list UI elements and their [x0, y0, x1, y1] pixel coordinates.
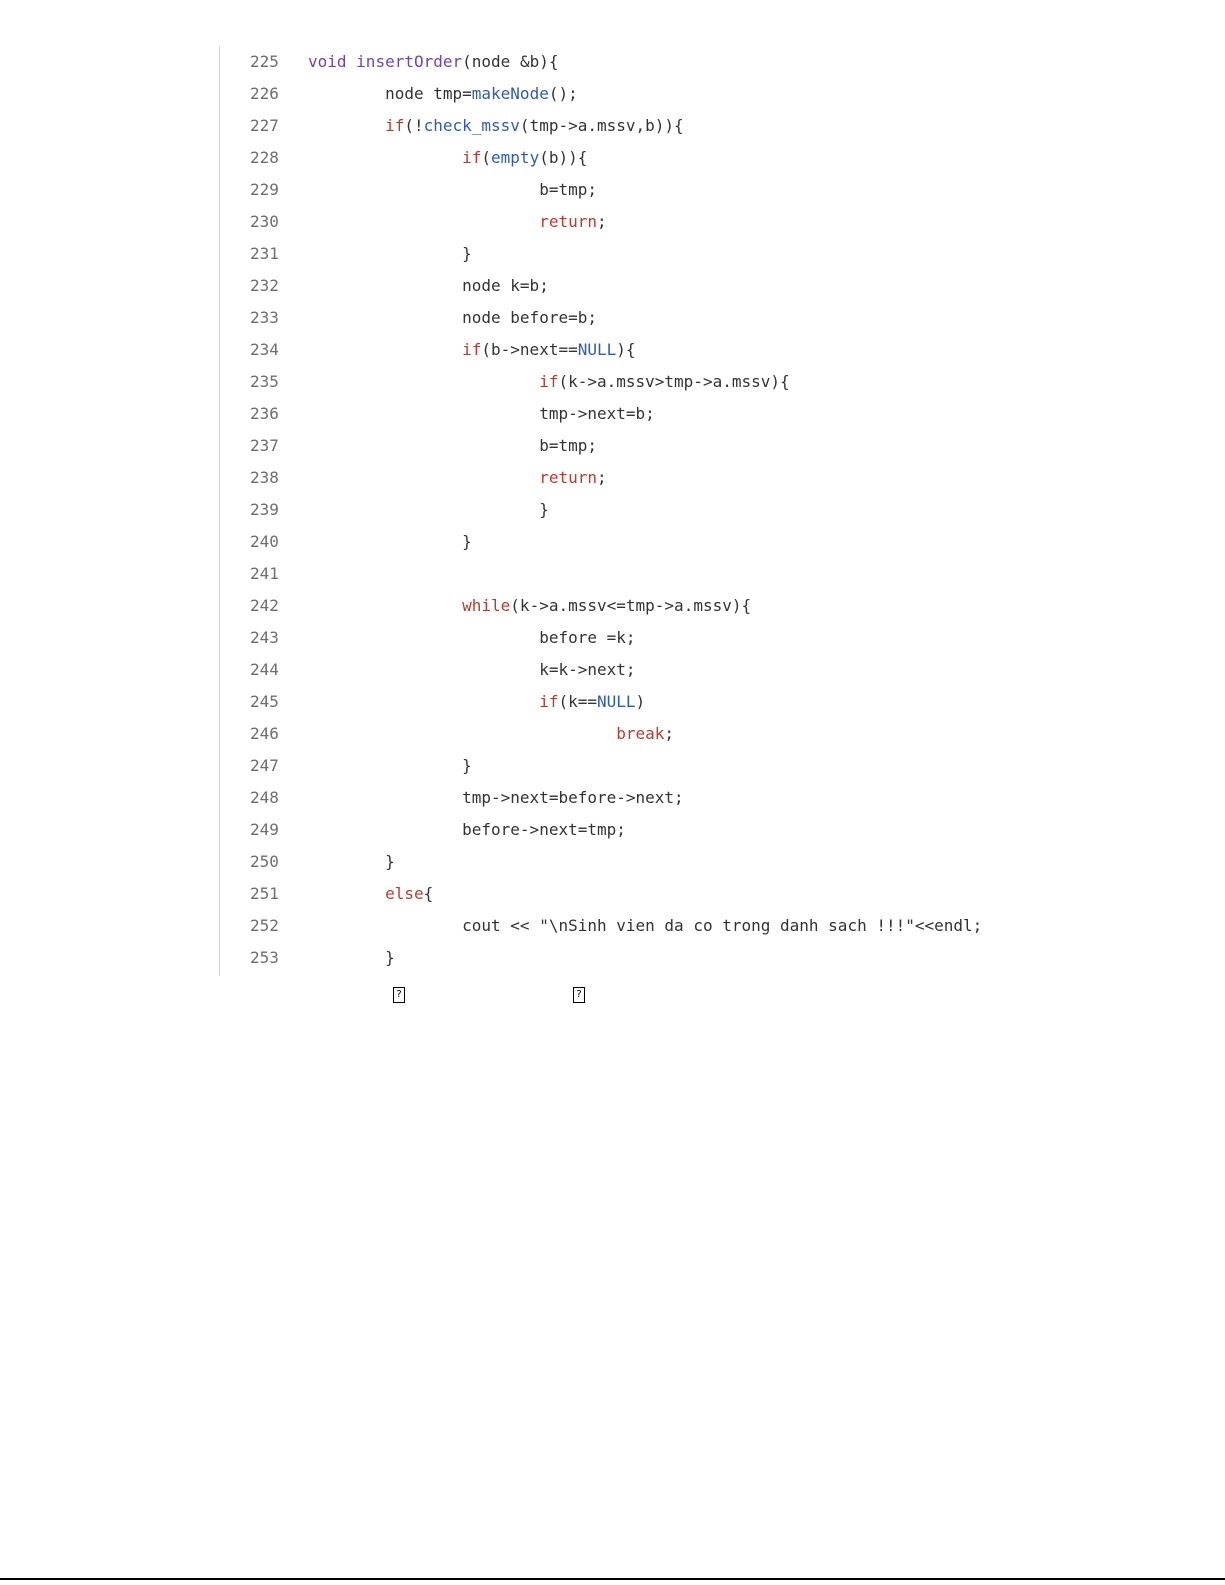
line-code: [308, 782, 684, 814]
code-token: (: [481, 148, 492, 167]
line-code: [308, 942, 395, 974]
code-token: }: [308, 532, 472, 551]
code-token: [308, 212, 539, 231]
code-token: (k==: [558, 692, 597, 711]
code-line: [220, 302, 1020, 334]
code-line: [220, 142, 1020, 174]
code-token: before->next=tmp;: [308, 820, 626, 839]
line-code: [308, 78, 578, 110]
line-code: [308, 878, 433, 910]
line-code: [308, 590, 751, 622]
line-code: [308, 846, 395, 878]
line-code: [308, 206, 607, 238]
code-token: ){: [616, 340, 636, 359]
code-line: [220, 910, 1020, 942]
line-code: [308, 110, 684, 142]
line-number: 250: [250, 852, 279, 871]
line-code: [308, 174, 597, 206]
missing-glyph-row: [0, 987, 1225, 1007]
code-line: [220, 206, 1020, 238]
line-number: 235: [250, 372, 279, 391]
code-token: if: [385, 116, 405, 135]
code-token: ;: [596, 212, 607, 231]
code-token: [308, 724, 616, 743]
code-token: before =k;: [308, 628, 636, 647]
code-token: [347, 52, 357, 71]
code-token: return: [539, 468, 597, 487]
code-token: check_mssv: [423, 116, 520, 135]
code-token: ): [635, 692, 646, 711]
code-line: [220, 750, 1020, 782]
code-line: [220, 334, 1020, 366]
line-number: 237: [250, 436, 279, 455]
code-line: [220, 526, 1020, 558]
line-number: 225: [250, 52, 279, 71]
code-token: (!: [404, 116, 424, 135]
line-number: 252: [250, 916, 279, 935]
line-number: 239: [250, 500, 279, 519]
missing-glyph-icon: ?: [393, 987, 405, 1003]
code-token: [308, 116, 385, 135]
line-code: [308, 814, 626, 846]
missing-glyph-icon: ?: [573, 987, 585, 1003]
code-token: (node &b){: [462, 52, 559, 71]
code-token: b=tmp;: [308, 436, 597, 455]
code-line: [220, 654, 1020, 686]
code-token: [308, 340, 462, 359]
code-token: if: [539, 692, 559, 711]
code-token: (b->next==: [481, 340, 578, 359]
code-token: k=k->next;: [308, 660, 636, 679]
line-number: 233: [250, 308, 279, 327]
code-line: [220, 942, 1020, 974]
code-token: tmp->next=before->next;: [308, 788, 684, 807]
code-token: (b)){: [539, 148, 588, 167]
code-line: [220, 270, 1020, 302]
code-token: node before=b;: [308, 308, 597, 327]
code-token: while: [462, 596, 511, 615]
line-number: 229: [250, 180, 279, 199]
code-line: [220, 174, 1020, 206]
code-token: (k->a.mssv<=tmp->a.mssv){: [510, 596, 752, 615]
code-line: [220, 782, 1020, 814]
code-token: }: [308, 500, 549, 519]
code-token: if: [539, 372, 559, 391]
code-token: empty: [491, 148, 540, 167]
code-token: [308, 148, 462, 167]
code-line: [220, 686, 1020, 718]
line-number: 247: [250, 756, 279, 775]
line-number: 230: [250, 212, 279, 231]
code-line: [220, 78, 1020, 110]
line-number: 244: [250, 660, 279, 679]
line-number: 246: [250, 724, 279, 743]
code-token: (k->a.mssv>tmp->a.mssv){: [558, 372, 790, 391]
code-token: [308, 596, 462, 615]
code-token: }: [308, 948, 395, 967]
code-token: void: [308, 52, 347, 71]
code-line: [220, 398, 1020, 430]
line-code: [308, 750, 472, 782]
line-code: [308, 142, 587, 174]
code-line: [220, 718, 1020, 750]
code-token: [308, 468, 539, 487]
code-token: else: [385, 884, 424, 903]
code-token: [308, 884, 385, 903]
code-token: node tmp=: [308, 84, 472, 103]
code-line: [220, 430, 1020, 462]
code-line: [220, 878, 1020, 910]
code-token: b=tmp;: [308, 180, 597, 199]
code-token: ;: [596, 468, 607, 487]
code-line: [220, 462, 1020, 494]
code-token: if: [462, 148, 482, 167]
code-line: [220, 846, 1020, 878]
code-token: NULL: [577, 340, 617, 359]
line-code: [308, 302, 597, 334]
code-token: }: [308, 244, 472, 263]
code-line: [220, 366, 1020, 398]
code-token: ;: [664, 724, 675, 743]
code-listing: [219, 46, 1020, 976]
code-token: [308, 692, 539, 711]
line-number: 228: [250, 148, 279, 167]
code-token: {: [423, 884, 434, 903]
line-code: [308, 366, 790, 398]
line-number: 251: [250, 884, 279, 903]
line-number: 243: [250, 628, 279, 647]
code-token: }: [308, 852, 395, 871]
code-token: ();: [548, 84, 578, 103]
line-number: 232: [250, 276, 279, 295]
code-token: makeNode: [471, 84, 549, 103]
line-code: [308, 718, 674, 750]
code-token: tmp->next=b;: [308, 404, 655, 423]
code-token: insertOrder: [356, 52, 463, 71]
line-number: 249: [250, 820, 279, 839]
code-line: [220, 558, 1020, 590]
line-number: 238: [250, 468, 279, 487]
line-code: [308, 910, 982, 942]
line-number: 242: [250, 596, 279, 615]
code-line: [220, 622, 1020, 654]
line-code: [308, 334, 636, 366]
code-token: break: [616, 724, 665, 743]
line-code: [308, 430, 597, 462]
line-code: [308, 398, 655, 430]
code-line: [220, 46, 1020, 78]
line-number: 234: [250, 340, 279, 359]
code-line: [220, 590, 1020, 622]
line-number: 226: [250, 84, 279, 103]
line-number: 241: [250, 564, 279, 583]
line-number: 240: [250, 532, 279, 551]
line-code: [308, 494, 549, 526]
code-token: NULL: [596, 692, 636, 711]
line-code: [308, 622, 636, 654]
line-code: [308, 46, 558, 78]
page-bottom-rule: [0, 1578, 1225, 1580]
code-token: return: [539, 212, 597, 231]
code-token: node k=b;: [308, 276, 549, 295]
line-number: 253: [250, 948, 279, 967]
code-token: (tmp->a.mssv,b)){: [519, 116, 684, 135]
line-number: 245: [250, 692, 279, 711]
line-code: [308, 686, 645, 718]
code-line: [220, 494, 1020, 526]
code-line: [220, 110, 1020, 142]
line-number: 231: [250, 244, 279, 263]
line-code: [308, 654, 636, 686]
line-number: 236: [250, 404, 279, 423]
line-code: [308, 462, 607, 494]
code-token: }: [308, 756, 472, 775]
line-code: [308, 526, 472, 558]
line-number: 227: [250, 116, 279, 135]
code-token: [308, 372, 539, 391]
line-number: 248: [250, 788, 279, 807]
code-token: if: [462, 340, 482, 359]
line-code: [308, 238, 472, 270]
code-line: [220, 814, 1020, 846]
line-code: [308, 270, 549, 302]
code-token: cout << "\nSinh vien da co trong danh sach !!!"<<endl;: [308, 916, 983, 935]
code-line: [220, 238, 1020, 270]
